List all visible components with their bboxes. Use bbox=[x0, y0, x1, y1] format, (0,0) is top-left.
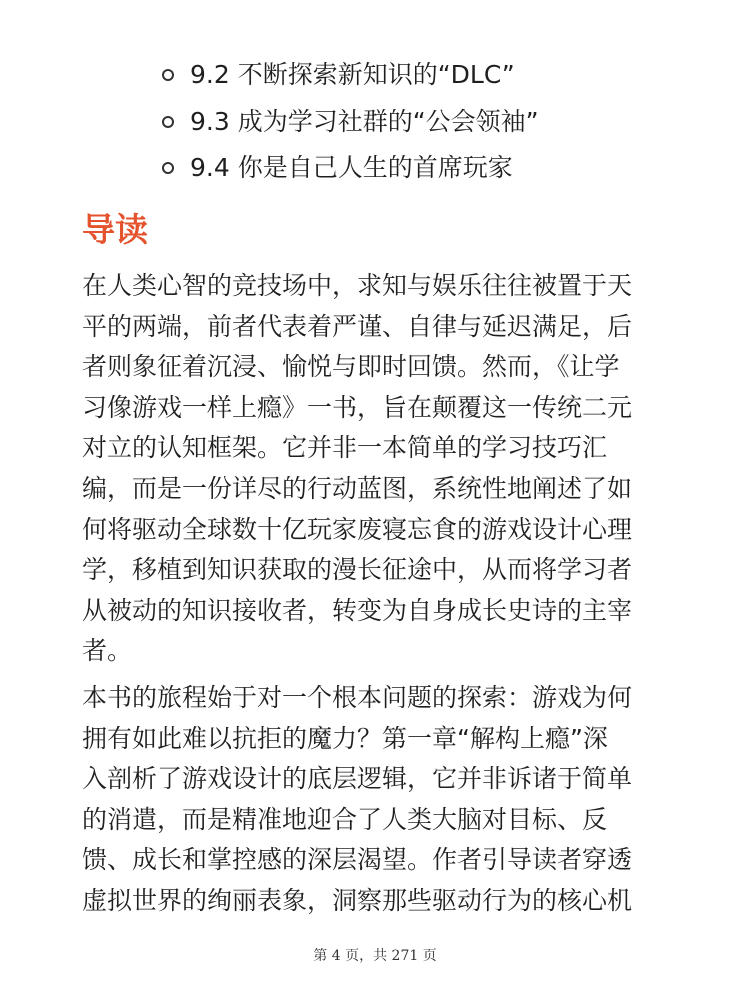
body-paragraph bbox=[82, 678, 682, 922]
toc-item-label: 9.3 成为学习社群的“公会领袖” bbox=[190, 106, 539, 136]
page-number-footer: 第 4 页，共 271 页 bbox=[313, 948, 437, 964]
paragraph-line: 的消遣，而是精准地迎合了人类大脑对目标、反 bbox=[82, 804, 608, 834]
toc-item[interactable] bbox=[162, 99, 539, 146]
paragraph-line: 者。 bbox=[82, 636, 133, 666]
toc-item-label: 9.4 你是自己人生的首席玩家 bbox=[190, 153, 513, 183]
hollow-circle-bullet-icon bbox=[162, 69, 174, 81]
paragraph-line: 编，而是一份详尽的行动蓝图，系统性地阐述了如 bbox=[82, 473, 633, 503]
paragraph-line: 平的两端，前者代表着严谨、自律与延迟满足，后 bbox=[82, 311, 633, 341]
hollow-circle-bullet-icon bbox=[162, 116, 174, 128]
paragraph-line: 何将驱动全球数十亿玩家废寝忘食的游戏设计心理 bbox=[82, 514, 633, 544]
paragraph-line: 在人类心智的竞技场中，求知与娱乐往往被置于天 bbox=[82, 271, 633, 300]
hollow-circle-bullet-icon bbox=[162, 162, 174, 174]
paragraph-line: 对立的认知框架。它并非一本简单的学习技巧汇 bbox=[82, 433, 608, 463]
toc-item[interactable] bbox=[162, 52, 539, 99]
paragraph-line: 习像游戏一样上瘾》一书，旨在颠覆这一传统二元 bbox=[82, 392, 633, 422]
paragraph-line: 虚拟世界的绚丽表象，洞察那些驱动行为的核心机 bbox=[82, 885, 633, 915]
paragraph-line: 者则象征着沉浸、愉悦与即时回馈。然而，《让学 bbox=[82, 352, 620, 382]
paragraph-line: 从被动的知识接收者，转变为自身成长史诗的主宰 bbox=[82, 595, 633, 625]
toc-item[interactable] bbox=[162, 145, 539, 192]
paragraph-line: 本书的旅程始于对一个根本问题的探索：游戏为何 bbox=[82, 683, 633, 712]
table-of-contents-list bbox=[162, 52, 539, 192]
paragraph-line: 学，移植到知识获取的漫长征途中，从而将学习者 bbox=[82, 555, 633, 585]
paragraph-line: 馈、成长和掌控感的深层渴望。作者引导读者穿透 bbox=[82, 845, 633, 875]
section-heading: 导读 bbox=[82, 210, 148, 249]
paragraph-line: 入剖析了游戏设计的底层逻辑，它并非诉诸于简单 bbox=[82, 764, 633, 794]
body-paragraph bbox=[82, 266, 682, 672]
toc-item-label: 9.2 不断探索新知识的“DLC” bbox=[190, 60, 515, 90]
paragraph-line: 拥有如此难以抗拒的魔力？第一章“解构上瘾”深 bbox=[82, 723, 608, 753]
